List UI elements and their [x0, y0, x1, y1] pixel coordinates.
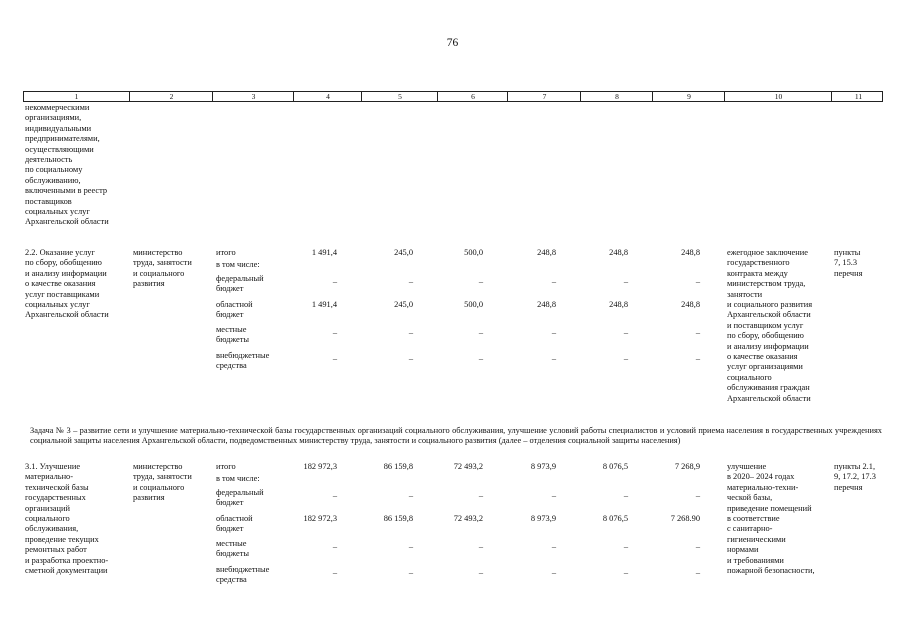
result-line: с санитарно- [727, 524, 773, 534]
value-oblast: 248,8 [609, 300, 628, 309]
header-col-8: 8 [580, 92, 653, 101]
row-name-line: по сбору, обобщению [25, 258, 102, 268]
value-oblast: 1 491,4 [311, 300, 337, 309]
label-v-tom-chisle: в том числе: [216, 260, 260, 269]
value-federal: – [695, 491, 700, 500]
value-oblast: 72 493,2 [453, 514, 483, 523]
label-vnebyudzh: внебюджетные [216, 351, 270, 360]
value-oblast: 248,8 [681, 300, 700, 309]
label-oblast: областной [216, 300, 253, 309]
label-oblast: бюджет [216, 524, 244, 534]
continuation-line: некоммерческими [25, 103, 90, 112]
value-mestnye: – [551, 328, 556, 337]
label-v-tom-chisle: в том числе: [216, 474, 260, 483]
value-vnebyudzh: – [478, 354, 483, 363]
value-oblast: 182 972,3 [303, 514, 337, 523]
result-line: в соответствие [727, 514, 780, 523]
value-federal: – [478, 491, 483, 500]
label-mestnye: местные [216, 325, 247, 334]
reference-line: пункты [834, 248, 861, 257]
header-col-6: 6 [437, 92, 508, 101]
value-federal: – [551, 277, 556, 286]
result-line: ческой базы, [727, 493, 773, 503]
result-line: Архангельской области [727, 393, 811, 403]
value-itogo: 248,8 [537, 248, 556, 257]
value-itogo: 86 159,8 [383, 462, 413, 471]
page-number: 76 [446, 37, 459, 49]
value-vnebyudzh: – [695, 568, 700, 577]
result-line: приведение помещений [727, 503, 812, 513]
row-name-line: материально- [25, 472, 74, 482]
result-line: контракта между [727, 268, 788, 278]
result-line: министерством труда, [727, 279, 806, 289]
value-federal: – [623, 491, 628, 500]
value-vnebyudzh: – [332, 568, 337, 577]
label-mestnye: местные [216, 539, 247, 548]
value-itogo: 500,0 [464, 248, 483, 257]
value-mestnye: – [551, 542, 556, 551]
executor-line: и социального [133, 268, 185, 278]
executor-line: развития [133, 279, 165, 289]
task-3-heading: Задача № 3 – развитие сети и улучшение материально-технической базы государственных организаций социального обслуживания, улучшение условий работы специалистов и условий приема населения в государственных учреждениях социальной защиты населения Архангельской области, подведомственных министерству труда, занятости и социального развития (далее – отделения социальной защиты населения) [30, 426, 882, 446]
row-name-line: социального [25, 514, 70, 523]
value-vnebyudzh: – [408, 568, 413, 577]
result-line: и социального развития [727, 300, 813, 309]
row-name-line: и разработка проектно- [25, 555, 109, 565]
value-mestnye: – [623, 328, 628, 337]
continuation-line: по социальному [25, 165, 83, 175]
value-oblast: 8 076,5 [602, 514, 628, 523]
header-col-10: 10 [724, 92, 832, 101]
value-federal: – [408, 491, 413, 500]
row-name-line: обслуживания, [25, 524, 79, 534]
value-mestnye: – [332, 542, 337, 551]
continuation-line: индивидуальными [25, 123, 92, 133]
value-federal: – [332, 277, 337, 286]
label-oblast: областной [216, 514, 253, 523]
result-line: ежегодное заключение [727, 248, 808, 257]
executor-line: и социального [133, 482, 185, 492]
row-name-line: Архангельской области [25, 310, 109, 320]
row-name-line: ремонтных работ [25, 545, 87, 555]
value-itogo: 8 973,9 [530, 462, 556, 471]
value-vnebyudzh: – [695, 354, 700, 363]
result-line: о качестве оказания [727, 352, 798, 361]
header-col-7: 7 [507, 92, 581, 101]
row-name-line: и анализу информации [25, 268, 107, 278]
value-oblast: 86 159,8 [383, 514, 413, 523]
executor-line: труда, занятости [133, 258, 192, 268]
row-name-line: государственных [25, 493, 86, 503]
result-line: в 2020– 2024 годах [727, 472, 795, 482]
continuation-line: поставщиков [25, 196, 72, 206]
label-vnebyudzh: средства [216, 361, 247, 371]
label-itogo: итого [216, 462, 236, 471]
reference-line: 9, 17.2, 17.3 [834, 472, 876, 482]
value-mestnye: – [332, 328, 337, 337]
value-federal: – [408, 277, 413, 286]
executor-line: развития [133, 493, 165, 503]
row-name-line: проведение текущих [25, 534, 99, 544]
label-federal: бюджет [216, 284, 244, 294]
value-vnebyudzh: – [551, 354, 556, 363]
label-federal: федеральный [216, 488, 264, 497]
value-vnebyudzh: – [623, 568, 628, 577]
value-vnebyudzh: – [408, 354, 413, 363]
value-oblast: 500,0 [464, 300, 483, 309]
header-col-4: 4 [293, 92, 362, 101]
reference-line: перечня [834, 268, 863, 278]
result-line: и поставщиком услуг [727, 320, 804, 330]
value-vnebyudzh: – [623, 354, 628, 363]
value-itogo: 1 491,4 [311, 248, 337, 257]
result-line: материально-техни- [727, 482, 799, 492]
result-line: обслуживания граждан [727, 383, 810, 393]
value-mestnye: – [478, 542, 483, 551]
value-federal: – [623, 277, 628, 286]
label-vnebyudzh: средства [216, 575, 247, 585]
reference-line: 7, 15.3 [834, 258, 858, 268]
result-line: пожарной безопасности, [727, 566, 815, 575]
reference-line: перечня [834, 482, 863, 492]
value-itogo: 248,8 [681, 248, 700, 257]
continuation-line: деятельность [25, 155, 73, 164]
result-line: услуг организациями [727, 362, 803, 372]
label-mestnye: бюджеты [216, 335, 250, 345]
row-name-line: технической базы [25, 482, 89, 492]
executor-line: труда, занятости [133, 472, 192, 482]
label-federal: бюджет [216, 498, 244, 508]
continuation-line: организациями, [25, 113, 82, 123]
result-line: нормами [727, 545, 759, 555]
value-mestnye: – [695, 328, 700, 337]
value-mestnye: – [478, 328, 483, 337]
continuation-line: Архангельской области [25, 217, 109, 227]
row-name-line: о качестве оказания [25, 279, 96, 289]
result-line: социального [727, 372, 772, 382]
value-federal: – [478, 277, 483, 286]
result-line: улучшение [727, 462, 767, 471]
row-name-line: организаций [25, 503, 70, 513]
result-line: и требованиями [727, 555, 784, 565]
label-itogo: итого [216, 248, 236, 257]
header-col-5: 5 [361, 92, 438, 101]
value-itogo: 182 972,3 [303, 462, 337, 471]
row-name-line: 2.2. Оказание услуг [25, 248, 95, 257]
reference-line: пункты 2.1, [834, 462, 876, 471]
value-oblast: 8 973,9 [530, 514, 556, 523]
value-mestnye: – [408, 542, 413, 551]
label-oblast: бюджет [216, 310, 244, 320]
value-itogo: 8 076,5 [602, 462, 628, 471]
label-vnebyudzh: внебюджетные [216, 565, 270, 574]
value-federal: – [332, 491, 337, 500]
value-vnebyudzh: – [478, 568, 483, 577]
value-oblast: 248,8 [537, 300, 556, 309]
value-oblast: 7 268.90 [670, 514, 700, 523]
value-mestnye: – [623, 542, 628, 551]
continuation-line: предпринимателями, [25, 134, 100, 144]
continuation-line: обслуживанию, [25, 175, 81, 185]
header-col-1: 1 [74, 92, 79, 101]
label-federal: федеральный [216, 274, 264, 283]
continuation-line: социальных услуг [25, 207, 90, 216]
executor-line: министерство [133, 248, 183, 257]
result-line: гигиеническими [727, 534, 786, 544]
result-line: занятости [727, 289, 763, 299]
header-col-3: 3 [212, 92, 294, 101]
row-name-line: 3.1. Улучшение [25, 462, 81, 471]
result-line: и анализу информации [727, 341, 809, 351]
value-federal: – [551, 491, 556, 500]
value-itogo: 7 268,9 [674, 462, 700, 471]
continuation-line: осуществляющими [25, 144, 94, 154]
row-name-line: сметной документации [25, 566, 108, 575]
value-itogo: 248,8 [609, 248, 628, 257]
header-col-11: 11 [831, 92, 885, 101]
executor-line: министерство [133, 462, 183, 471]
table-header-row [23, 91, 883, 102]
result-line: Архангельской области [727, 310, 811, 320]
value-vnebyudzh: – [551, 568, 556, 577]
result-line: по сбору, обобщению [727, 331, 804, 341]
value-oblast: 245,0 [394, 300, 413, 309]
result-line: государственного [727, 258, 790, 268]
value-mestnye: – [408, 328, 413, 337]
value-itogo: 245,0 [394, 248, 413, 257]
row-name-line: услуг поставщиками [25, 289, 100, 299]
value-mestnye: – [695, 542, 700, 551]
row-name-line: социальных услуг [25, 300, 90, 309]
value-itogo: 72 493,2 [453, 462, 483, 471]
value-federal: – [695, 277, 700, 286]
header-col-2: 2 [129, 92, 213, 101]
continuation-line: включенными в реестр [25, 186, 108, 196]
header-col-9: 9 [652, 92, 725, 101]
label-mestnye: бюджеты [216, 549, 250, 559]
value-vnebyudzh: – [332, 354, 337, 363]
